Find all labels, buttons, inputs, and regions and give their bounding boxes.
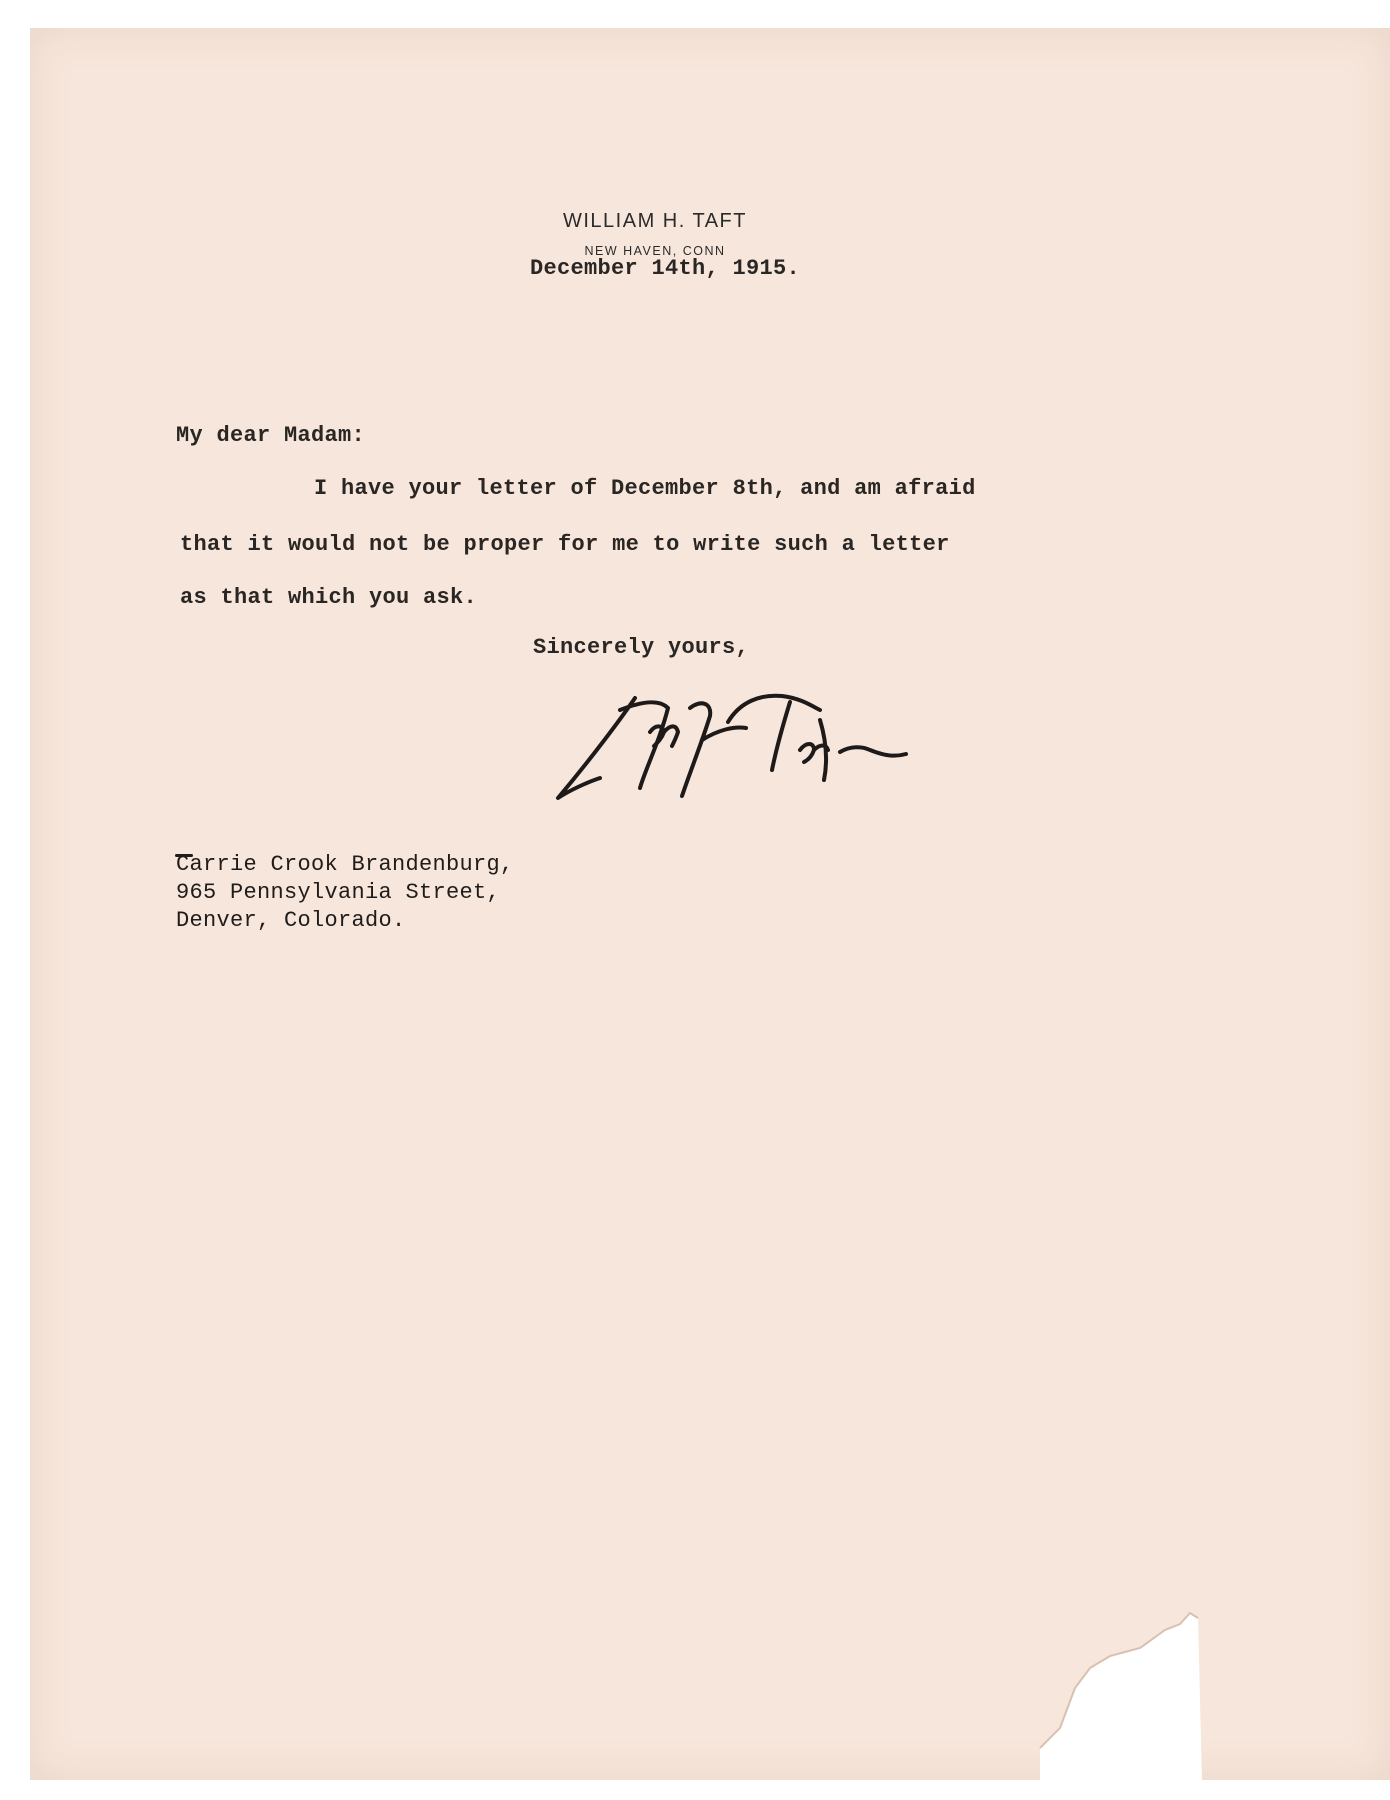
letter-date: December 14th, 1915. (530, 256, 801, 281)
handwritten-signature (550, 680, 930, 810)
recipient-street: 965 Pennsylvania Street, (176, 880, 501, 905)
body-line: that it would not be proper for me to write such a letter (180, 532, 950, 557)
closing: Sincerely yours, (533, 635, 750, 660)
body-line: as that which you ask. (180, 585, 478, 610)
salutation: My dear Madam: (176, 423, 366, 448)
letterhead-location: NEW HAVEN, CONN (584, 244, 726, 258)
body-line: I have your letter of December 8th, and am afraid (314, 476, 976, 501)
recipient-name: Carrie Crook Brandenburg, (176, 852, 514, 877)
recipient-city: Denver, Colorado. (176, 908, 406, 933)
letterhead-name: WILLIAM H. TAFT (563, 210, 747, 232)
letter-paper (30, 28, 1390, 1780)
